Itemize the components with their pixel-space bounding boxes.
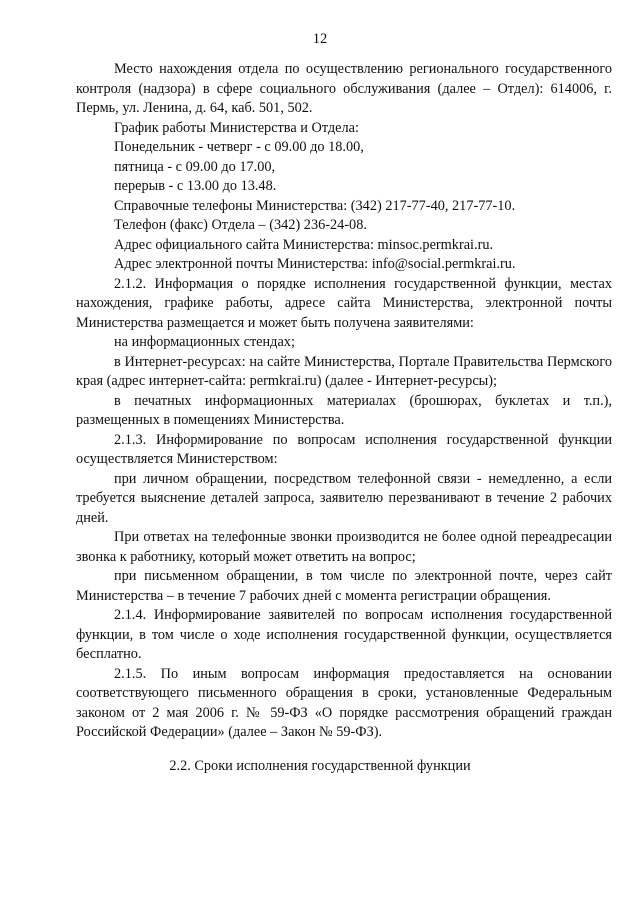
paragraph-internet-resources: в Интернет-ресурсах: на сайте Министерства, Портале Правительства Пермского края (адрес интернет-сайта: permkrai.ru) (далее - Интернет-ресурсы); bbox=[76, 353, 612, 389]
paragraph-email: Адрес электронной почты Министерства: info@social.permkrai.ru. bbox=[114, 256, 516, 272]
paragraph-reference-phones: Справочные телефоны Министерства: (342) 217-77-40, 217-77-10. bbox=[114, 197, 516, 214]
paragraph-schedule-title: График работы Министерства и Отдела: bbox=[114, 119, 359, 136]
paragraph-phone-redirect: При ответах на телефонные звонки производится не более одной переадресации звонка к работнику, который может ответить на вопрос; bbox=[76, 529, 612, 565]
paragraph-2-1-4: 2.1.4. Информирование заявителей по вопросам исполнения государственной функции, в том числе о ходе исполнения государственной функции, осуществляется бесплатно. bbox=[76, 607, 612, 662]
document-body bbox=[76, 60, 612, 743]
paragraph-schedule-break: перерыв - с 13.00 до 13.48. bbox=[114, 178, 277, 194]
page-number: 12 bbox=[312, 31, 328, 47]
paragraph-department-location: Место нахождения отдела по осуществлению регионального государственного контроля (надзора) в сфере социального обслуживания (далее – Отдел): 614006, г. Пермь, ул. Ленина, д. 64, каб. 501, 502. bbox=[76, 61, 612, 116]
paragraph-website: Адрес официального сайта Министерства: minsoc.permkrai.ru. bbox=[114, 236, 494, 253]
paragraph-written-request: при письменном обращении, в том числе по электронной почте, через сайт Министерства – в течение 7 рабочих дней с момента регистрации обращения. bbox=[76, 568, 612, 604]
paragraph-2-1-5: 2.1.5. По иным вопросам информация предоставляется на основании соответствующего письменного обращения в сроки, установленные Федеральным законом от 2 мая 2006 г. № 59-ФЗ «О порядке рассмотрения обращений граждан Российской Федерации» (далее – Закон № 59-ФЗ). bbox=[76, 665, 612, 740]
paragraph-2-1-2: 2.1.2. Информация о порядке исполнения государственной функции, местах нахождения, графике работы, адресе сайта Министерства, электронной почты Министерства размещается и может быть получена заявителями: bbox=[76, 275, 612, 331]
paragraph-schedule-fri: пятница - с 09.00 до 17.00, bbox=[114, 158, 276, 175]
paragraph-schedule-mon-thu: Понедельник - четверг - с 09.00 до 18.00, bbox=[114, 139, 364, 155]
paragraph-personal-request: при личном обращении, посредством телефонной связи - немедленно, а если требуется выяснение деталей запроса, заявителю перезванивают в течение 2 рабочих дней. bbox=[76, 470, 612, 526]
paragraph-info-stands: на информационных стендах; bbox=[114, 334, 295, 350]
section-heading: 2.2. Сроки исполнения государственной функции bbox=[169, 758, 471, 774]
paragraph-department-fax: Телефон (факс) Отдела – (342) 236-24-08. bbox=[114, 217, 367, 233]
paragraph-2-1-3: 2.1.3. Информирование по вопросам исполнения государственной функции осуществляется Министерством: bbox=[76, 431, 612, 467]
paragraph-printed-materials: в печатных информационных материалах (брошюрах, буклетах и т.п.), размещенных в помещениях Министерства. bbox=[76, 392, 612, 428]
